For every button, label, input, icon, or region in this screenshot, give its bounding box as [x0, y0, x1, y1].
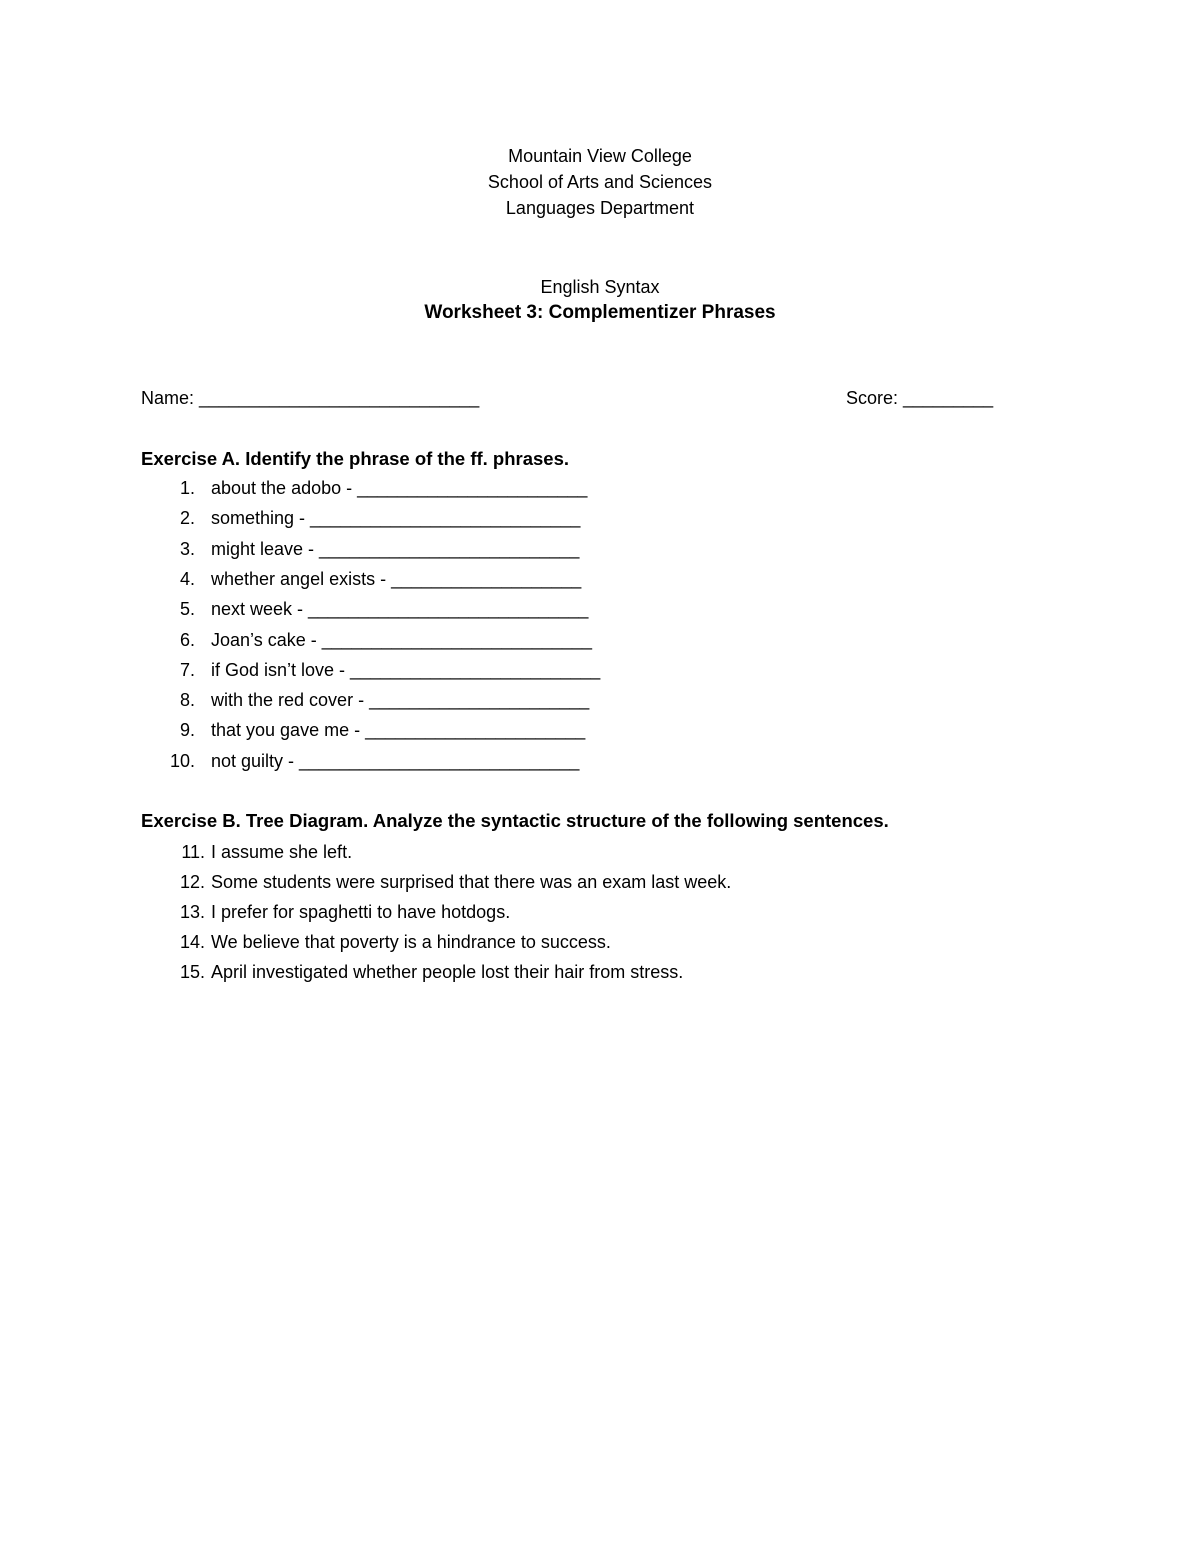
item-text: about the adobo - _______________________ — [211, 478, 588, 498]
item-text: Some students were surprised that there was an exam last week. — [211, 872, 732, 892]
score-field: Score: _________ — [846, 388, 994, 408]
item-number: 14. — [179, 932, 205, 952]
item-number: 9. — [179, 720, 195, 741]
item-text: I assume she left. — [211, 842, 353, 862]
item-number: 2. — [179, 508, 195, 529]
item-text: if God isn’t love - _________________________ — [211, 659, 601, 680]
item-number: 7. — [179, 659, 195, 680]
item-text: Joan’s cake - ___________________________ — [211, 629, 593, 650]
item-text: next week - ____________________________ — [211, 599, 589, 620]
item-number: 1. — [179, 478, 195, 498]
item-text: something - ___________________________ — [211, 508, 581, 529]
item-number: 5. — [179, 599, 195, 620]
item-number: 11. — [181, 842, 205, 862]
item-text: not guilty - ____________________________ — [211, 750, 580, 771]
exercise-b-heading: Exercise B. Tree Diagram. Analyze the syntactic structure of the following sentences. — [141, 810, 889, 831]
worksheet-title: Worksheet 3: Complementizer Phrases — [424, 302, 776, 323]
exercise-a-heading: Exercise A. Identify the phrase of the ff. phrases. — [141, 448, 570, 469]
item-number: 10. — [169, 750, 195, 771]
item-number: 4. — [179, 568, 195, 589]
item-text: I prefer for spaghetti to have hotdogs. — [211, 902, 511, 922]
school-name: School of Arts and Sciences — [487, 172, 713, 192]
item-text: that you gave me - ______________________ — [211, 720, 586, 741]
course-name: English Syntax — [540, 277, 660, 297]
title-block — [0, 274, 1200, 326]
item-number: 13. — [179, 902, 205, 922]
item-text: might leave - __________________________ — [211, 538, 580, 559]
name-field: Name: ____________________________ — [141, 388, 480, 408]
item-text: April investigated whether people lost their hair from stress. — [211, 962, 684, 982]
department-name: Languages Department — [505, 198, 695, 218]
institution-name: Mountain View College — [508, 146, 692, 166]
item-number: 3. — [179, 538, 195, 559]
item-number: 15. — [179, 962, 205, 982]
item-number: 8. — [179, 690, 195, 711]
item-text: We believe that poverty is a hindrance to success. — [211, 932, 611, 952]
item-number: 6. — [179, 629, 195, 650]
item-text: whether angel exists - ___________________ — [211, 568, 582, 589]
item-text: with the red cover - ______________________ — [211, 690, 590, 711]
document-header — [0, 143, 1200, 221]
item-number: 12. — [179, 872, 205, 892]
